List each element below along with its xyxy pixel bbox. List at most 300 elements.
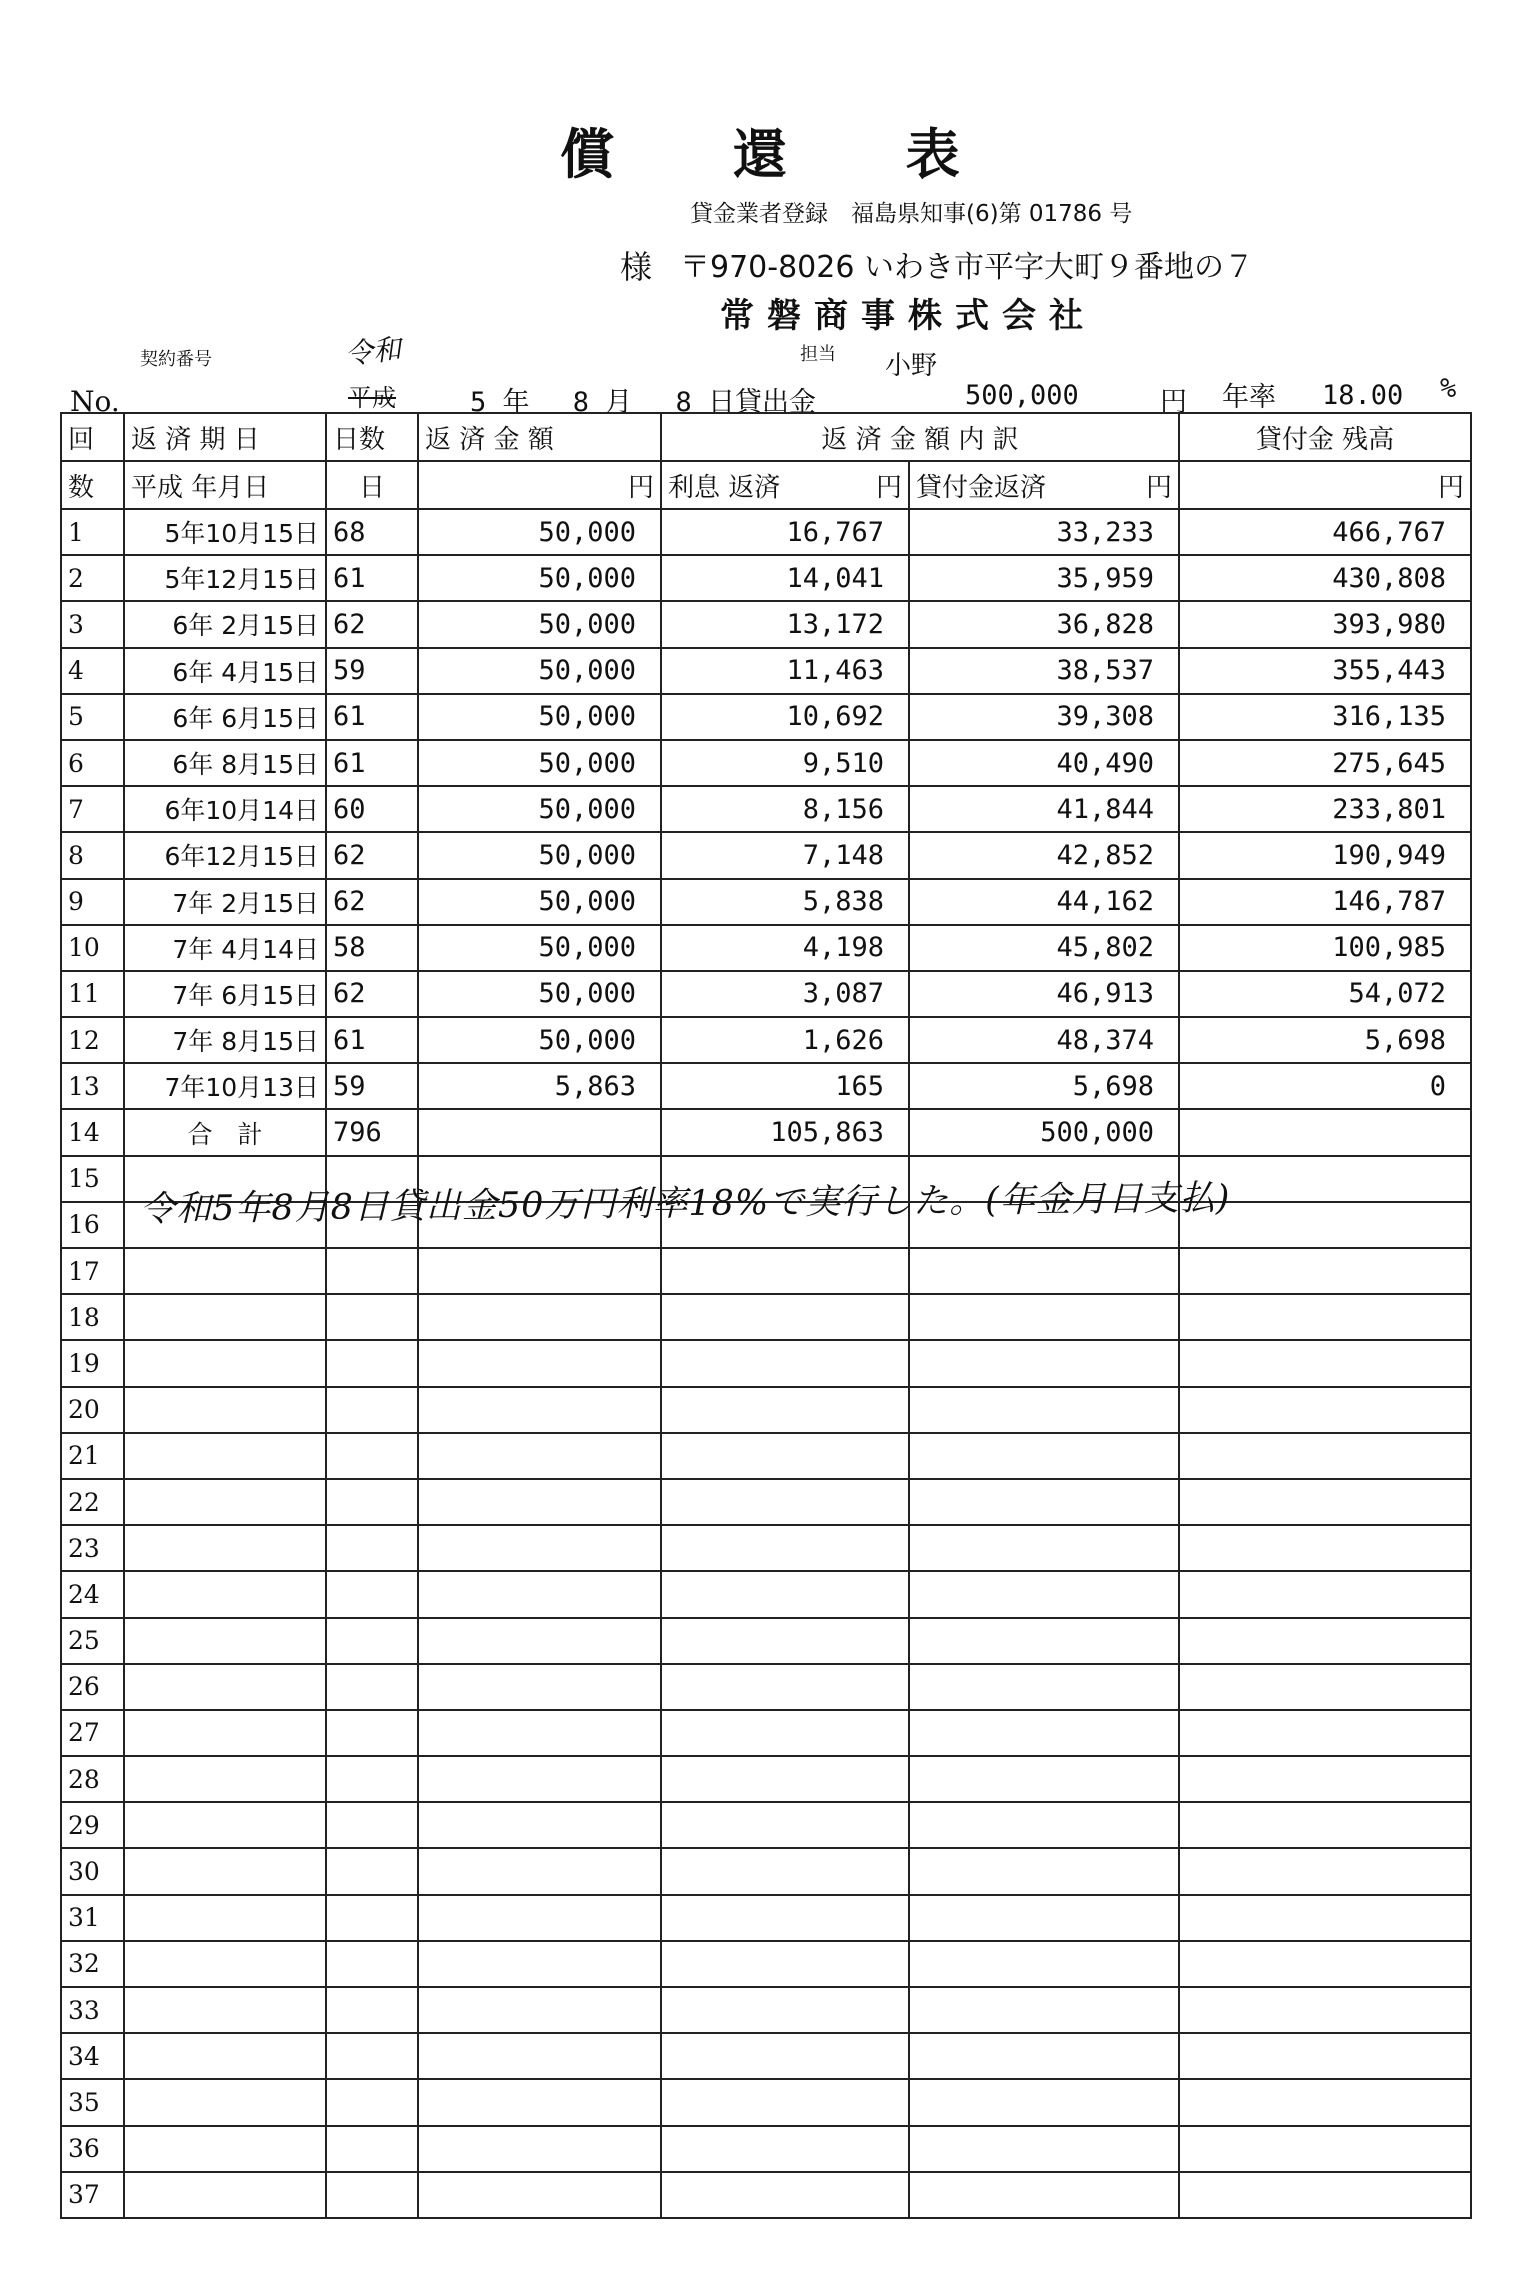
row-number: 21 bbox=[61, 1433, 124, 1479]
interest-cell bbox=[661, 1248, 909, 1294]
row-number: 15 bbox=[61, 1156, 124, 1202]
col-balance-unit-cell bbox=[1179, 461, 1471, 509]
table-row bbox=[61, 832, 1471, 878]
payment-cell bbox=[418, 1571, 661, 1617]
days-cell bbox=[326, 1756, 418, 1802]
payment-cell bbox=[418, 2079, 661, 2125]
interest-cell bbox=[661, 2172, 909, 2218]
col-principal bbox=[909, 461, 1179, 509]
balance-cell: 275,645 bbox=[1179, 740, 1471, 786]
interest-cell bbox=[661, 1479, 909, 1525]
interest-cell bbox=[661, 1941, 909, 1987]
struck-era: 平成 bbox=[348, 384, 396, 412]
payment-cell bbox=[418, 1802, 661, 1848]
principal-cell bbox=[909, 1340, 1179, 1386]
payment-cell: 50,000 bbox=[418, 555, 661, 601]
col-due-date: 返 済 期 日 bbox=[124, 413, 326, 461]
interest-cell: 5,838 bbox=[661, 879, 909, 925]
repayment-schedule-table bbox=[60, 412, 1472, 2219]
interest-cell bbox=[661, 2126, 909, 2172]
days-cell bbox=[326, 2126, 418, 2172]
payment-cell bbox=[418, 1248, 661, 1294]
row-number: 6 bbox=[61, 740, 124, 786]
col-balance: 貸付金 残高 bbox=[1179, 413, 1471, 461]
balance-cell bbox=[1179, 1571, 1471, 1617]
principal-cell: 5,698 bbox=[909, 1063, 1179, 1109]
principal-cell: 42,852 bbox=[909, 832, 1179, 878]
loan-amount-unit: 円 bbox=[1160, 387, 1187, 418]
days-cell: 61 bbox=[326, 555, 418, 601]
col-su: 数 bbox=[61, 461, 124, 509]
balance-cell: 190,949 bbox=[1179, 832, 1471, 878]
due-date-cell: 5年10月15日 bbox=[124, 509, 326, 555]
interest-cell: 14,041 bbox=[661, 555, 909, 601]
interest-cell: 105,863 bbox=[661, 1109, 909, 1155]
payment-cell: 50,000 bbox=[418, 648, 661, 694]
table-row bbox=[61, 509, 1471, 555]
table-row bbox=[61, 1063, 1471, 1109]
balance-cell: 0 bbox=[1179, 1063, 1471, 1109]
payment-unit: 円 bbox=[627, 472, 654, 503]
principal-cell bbox=[909, 1571, 1179, 1617]
balance-cell bbox=[1179, 1664, 1471, 1710]
days-cell bbox=[326, 1848, 418, 1894]
due-date-cell: 6年10月14日 bbox=[124, 786, 326, 832]
due-date-cell: 6年 6月15日 bbox=[124, 694, 326, 740]
days-cell bbox=[326, 1248, 418, 1294]
principal-cell: 500,000 bbox=[909, 1109, 1179, 1155]
interest-cell: 16,767 bbox=[661, 509, 909, 555]
due-date-cell bbox=[124, 2126, 326, 2172]
row-number: 1 bbox=[61, 509, 124, 555]
balance-cell bbox=[1179, 1387, 1471, 1433]
payment-cell: 50,000 bbox=[418, 879, 661, 925]
row-number: 23 bbox=[61, 1525, 124, 1571]
balance-cell: 466,767 bbox=[1179, 509, 1471, 555]
principal-cell bbox=[909, 1802, 1179, 1848]
row-number: 36 bbox=[61, 2126, 124, 2172]
days-cell bbox=[326, 1340, 418, 1386]
due-date-cell bbox=[124, 2172, 326, 2218]
interest-cell bbox=[661, 2079, 909, 2125]
principal-cell bbox=[909, 1895, 1179, 1941]
balance-cell bbox=[1179, 1987, 1471, 2033]
days-cell: 58 bbox=[326, 925, 418, 971]
principal-cell: 33,233 bbox=[909, 509, 1179, 555]
payment-cell bbox=[418, 1387, 661, 1433]
principal-cell: 38,537 bbox=[909, 648, 1179, 694]
interest-cell: 4,198 bbox=[661, 925, 909, 971]
balance-cell: 54,072 bbox=[1179, 971, 1471, 1017]
row-number: 14 bbox=[61, 1109, 124, 1155]
table-row bbox=[61, 971, 1471, 1017]
principal-cell: 45,802 bbox=[909, 925, 1179, 971]
payment-cell bbox=[418, 1756, 661, 1802]
due-date-cell bbox=[124, 1387, 326, 1433]
lender-registration: 貸金業者登録 福島県知事(6)第 01786 号 bbox=[690, 201, 1133, 227]
payment-cell bbox=[418, 1109, 661, 1155]
payment-cell bbox=[418, 2126, 661, 2172]
due-date-cell bbox=[124, 1433, 326, 1479]
table-row bbox=[61, 879, 1471, 925]
balance-cell bbox=[1179, 1294, 1471, 1340]
table-row bbox=[61, 1710, 1471, 1756]
table-row bbox=[61, 1017, 1471, 1063]
table-row bbox=[61, 925, 1471, 971]
table-row bbox=[61, 1479, 1471, 1525]
principal-cell bbox=[909, 1664, 1179, 1710]
days-cell: 61 bbox=[326, 740, 418, 786]
row-number: 10 bbox=[61, 925, 124, 971]
table-row bbox=[61, 1294, 1471, 1340]
table-row bbox=[61, 1525, 1471, 1571]
row-number: 25 bbox=[61, 1618, 124, 1664]
interest-cell: 3,087 bbox=[661, 971, 909, 1017]
days-cell bbox=[326, 1710, 418, 1756]
col-due-date-sub: 平成 年月日 bbox=[124, 461, 326, 509]
principal-label: 貸付金返済 bbox=[916, 472, 1047, 503]
principal-cell bbox=[909, 1848, 1179, 1894]
principal-cell bbox=[909, 2079, 1179, 2125]
principal-cell bbox=[909, 1479, 1179, 1525]
row-number: 33 bbox=[61, 1987, 124, 2033]
interest-cell bbox=[661, 1664, 909, 1710]
days-cell: 62 bbox=[326, 971, 418, 1017]
interest-cell bbox=[661, 1571, 909, 1617]
table-row bbox=[61, 1109, 1471, 1155]
due-date-cell bbox=[124, 1479, 326, 1525]
balance-cell bbox=[1179, 1895, 1471, 1941]
balance-unit: 円 bbox=[1438, 472, 1465, 503]
table-row bbox=[61, 1571, 1471, 1617]
table-row bbox=[61, 1248, 1471, 1294]
table-row bbox=[61, 694, 1471, 740]
payment-cell bbox=[418, 1848, 661, 1894]
principal-cell: 46,913 bbox=[909, 971, 1179, 1017]
payment-cell: 50,000 bbox=[418, 509, 661, 555]
interest-cell: 9,510 bbox=[661, 740, 909, 786]
staff-name: 小野 bbox=[885, 351, 938, 381]
row-number: 20 bbox=[61, 1387, 124, 1433]
row-number: 2 bbox=[61, 555, 124, 601]
interest-cell bbox=[661, 1756, 909, 1802]
interest-label: 利息 返済 bbox=[668, 472, 781, 503]
loan-amount: 500,000 bbox=[965, 380, 1079, 411]
principal-cell bbox=[909, 1525, 1179, 1571]
row-number: 32 bbox=[61, 1941, 124, 1987]
principal-cell: 40,490 bbox=[909, 740, 1179, 786]
payment-cell bbox=[418, 1710, 661, 1756]
interest-cell: 11,463 bbox=[661, 648, 909, 694]
days-cell bbox=[326, 2172, 418, 2218]
row-number: 9 bbox=[61, 879, 124, 925]
table-row bbox=[61, 555, 1471, 601]
due-date-cell bbox=[124, 1618, 326, 1664]
balance-cell bbox=[1179, 1848, 1471, 1894]
row-number: 37 bbox=[61, 2172, 124, 2218]
due-date-cell: 合 計 bbox=[124, 1109, 326, 1155]
days-cell bbox=[326, 1664, 418, 1710]
row-number: 8 bbox=[61, 832, 124, 878]
table-row bbox=[61, 1848, 1471, 1894]
due-date-cell: 6年 8月15日 bbox=[124, 740, 326, 786]
interest-cell bbox=[661, 1987, 909, 2033]
payment-cell: 50,000 bbox=[418, 601, 661, 647]
payment-cell: 5,863 bbox=[418, 1063, 661, 1109]
table-row bbox=[61, 1387, 1471, 1433]
row-number: 17 bbox=[61, 1248, 124, 1294]
rate-unit: % bbox=[1440, 373, 1457, 404]
row-number: 3 bbox=[61, 601, 124, 647]
days-cell: 62 bbox=[326, 879, 418, 925]
interest-unit: 円 bbox=[875, 472, 902, 503]
company-address: 〒970-8026 いわき市平字大町９番地の７ bbox=[680, 250, 1254, 285]
balance-cell: 146,787 bbox=[1179, 879, 1471, 925]
interest-cell: 13,172 bbox=[661, 601, 909, 647]
balance-cell bbox=[1179, 1618, 1471, 1664]
row-number: 18 bbox=[61, 1294, 124, 1340]
days-cell: 796 bbox=[326, 1109, 418, 1155]
rate-label: 年率 bbox=[1222, 382, 1276, 413]
balance-cell: 100,985 bbox=[1179, 925, 1471, 971]
due-date-cell bbox=[124, 1294, 326, 1340]
row-number: 16 bbox=[61, 1202, 124, 1248]
days-cell bbox=[326, 1571, 418, 1617]
handwritten-era: 令和 bbox=[343, 332, 403, 371]
interest-rate: 18.00 bbox=[1322, 380, 1404, 411]
payment-cell bbox=[418, 1433, 661, 1479]
days-cell: 62 bbox=[326, 832, 418, 878]
due-date-cell bbox=[124, 2033, 326, 2079]
table-row bbox=[61, 2079, 1471, 2125]
payment-cell: 50,000 bbox=[418, 925, 661, 971]
row-number: 28 bbox=[61, 1756, 124, 1802]
balance-cell bbox=[1179, 2172, 1471, 2218]
row-number: 24 bbox=[61, 1571, 124, 1617]
due-date-cell bbox=[124, 1248, 326, 1294]
interest-cell bbox=[661, 1340, 909, 1386]
due-date-cell: 7年10月13日 bbox=[124, 1063, 326, 1109]
due-date-cell bbox=[124, 2079, 326, 2125]
balance-cell bbox=[1179, 1109, 1471, 1155]
table-row bbox=[61, 1895, 1471, 1941]
payment-cell bbox=[418, 2033, 661, 2079]
payment-cell: 50,000 bbox=[418, 694, 661, 740]
row-number: 29 bbox=[61, 1802, 124, 1848]
principal-cell bbox=[909, 1618, 1179, 1664]
principal-cell: 41,844 bbox=[909, 786, 1179, 832]
row-number: 4 bbox=[61, 648, 124, 694]
interest-cell: 1,626 bbox=[661, 1017, 909, 1063]
due-date-cell bbox=[124, 1664, 326, 1710]
interest-cell: 165 bbox=[661, 1063, 909, 1109]
days-cell bbox=[326, 1433, 418, 1479]
days-cell bbox=[326, 1941, 418, 1987]
honorific-sama: 様 bbox=[620, 248, 653, 286]
table-row bbox=[61, 786, 1471, 832]
due-date-cell bbox=[124, 1895, 326, 1941]
due-date-cell: 6年12月15日 bbox=[124, 832, 326, 878]
table-row bbox=[61, 2033, 1471, 2079]
principal-cell: 48,374 bbox=[909, 1017, 1179, 1063]
balance-cell: 5,698 bbox=[1179, 1017, 1471, 1063]
balance-cell bbox=[1179, 1248, 1471, 1294]
col-payment-unit-cell bbox=[418, 461, 661, 509]
interest-cell bbox=[661, 1848, 909, 1894]
row-number: 22 bbox=[61, 1479, 124, 1525]
days-cell bbox=[326, 1479, 418, 1525]
payment-cell bbox=[418, 2172, 661, 2218]
row-number: 31 bbox=[61, 1895, 124, 1941]
payment-cell bbox=[418, 1618, 661, 1664]
header-row-2 bbox=[61, 461, 1471, 509]
principal-cell bbox=[909, 1710, 1179, 1756]
balance-cell bbox=[1179, 2126, 1471, 2172]
days-cell: 59 bbox=[326, 1063, 418, 1109]
payment-cell: 50,000 bbox=[418, 1017, 661, 1063]
table-row bbox=[61, 1802, 1471, 1848]
payment-cell bbox=[418, 1525, 661, 1571]
days-cell bbox=[326, 1895, 418, 1941]
interest-cell: 8,156 bbox=[661, 786, 909, 832]
balance-cell: 355,443 bbox=[1179, 648, 1471, 694]
payment-cell: 50,000 bbox=[418, 740, 661, 786]
days-cell bbox=[326, 1618, 418, 1664]
days-cell bbox=[326, 1387, 418, 1433]
row-number: 19 bbox=[61, 1340, 124, 1386]
row-number: 5 bbox=[61, 694, 124, 740]
interest-cell bbox=[661, 1387, 909, 1433]
due-date-cell: 5年12月15日 bbox=[124, 555, 326, 601]
due-date-cell bbox=[124, 1340, 326, 1386]
interest-cell bbox=[661, 2033, 909, 2079]
days-cell bbox=[326, 2079, 418, 2125]
due-date-cell: 7年 6月15日 bbox=[124, 971, 326, 1017]
due-date-cell bbox=[124, 1756, 326, 1802]
table-row bbox=[61, 740, 1471, 786]
principal-cell bbox=[909, 1433, 1179, 1479]
principal-unit: 円 bbox=[1146, 472, 1173, 503]
payment-cell bbox=[418, 1294, 661, 1340]
contract-number-label: 契約番号 bbox=[140, 349, 212, 370]
loan-date: 5 年 8 月 8 日貸出金 bbox=[470, 387, 817, 418]
days-cell bbox=[326, 1525, 418, 1571]
balance-cell: 316,135 bbox=[1179, 694, 1471, 740]
row-number: 34 bbox=[61, 2033, 124, 2079]
payment-cell bbox=[418, 1479, 661, 1525]
interest-cell bbox=[661, 1525, 909, 1571]
row-number: 30 bbox=[61, 1848, 124, 1894]
payment-cell: 50,000 bbox=[418, 971, 661, 1017]
principal-cell bbox=[909, 1387, 1179, 1433]
company-name: 常磐商事株式会社 bbox=[720, 296, 1096, 336]
interest-cell: 7,148 bbox=[661, 832, 909, 878]
balance-cell: 430,808 bbox=[1179, 555, 1471, 601]
days-cell: 61 bbox=[326, 694, 418, 740]
row-number: 27 bbox=[61, 1710, 124, 1756]
principal-cell: 39,308 bbox=[909, 694, 1179, 740]
table-row bbox=[61, 2126, 1471, 2172]
days-cell bbox=[326, 1987, 418, 2033]
payment-cell bbox=[418, 1895, 661, 1941]
interest-cell bbox=[661, 1802, 909, 1848]
table-row bbox=[61, 1987, 1471, 2033]
col-payment: 返 済 金 額 bbox=[418, 413, 661, 461]
no-label: No. bbox=[70, 385, 120, 418]
days-cell bbox=[326, 1294, 418, 1340]
principal-cell bbox=[909, 2033, 1179, 2079]
col-days: 日数 bbox=[326, 413, 418, 461]
due-date-cell bbox=[124, 1710, 326, 1756]
table-row bbox=[61, 1618, 1471, 1664]
principal-cell bbox=[909, 1987, 1179, 2033]
balance-cell: 393,980 bbox=[1179, 601, 1471, 647]
due-date-cell bbox=[124, 1802, 326, 1848]
table-row bbox=[61, 1340, 1471, 1386]
principal-cell bbox=[909, 2126, 1179, 2172]
col-interest bbox=[661, 461, 909, 509]
page-title: 償 還 表 bbox=[560, 122, 1010, 186]
table-row bbox=[61, 601, 1471, 647]
header-row-1 bbox=[61, 413, 1471, 461]
payment-cell bbox=[418, 1987, 661, 2033]
row-number: 26 bbox=[61, 1664, 124, 1710]
table-row bbox=[61, 1756, 1471, 1802]
col-kai: 回 bbox=[61, 413, 124, 461]
days-cell: 61 bbox=[326, 1017, 418, 1063]
balance-cell bbox=[1179, 1756, 1471, 1802]
table-row bbox=[61, 1941, 1471, 1987]
principal-cell bbox=[909, 1756, 1179, 1802]
interest-cell bbox=[661, 1618, 909, 1664]
handwritten-note: 令和5年8月8日貸出金50万円利率18%で実行した。(年金月日支払) bbox=[139, 1178, 1231, 1230]
due-date-cell: 6年 4月15日 bbox=[124, 648, 326, 694]
due-date-cell bbox=[124, 1525, 326, 1571]
row-number: 7 bbox=[61, 786, 124, 832]
balance-cell bbox=[1179, 1941, 1471, 1987]
payment-cell: 50,000 bbox=[418, 832, 661, 878]
payment-cell bbox=[418, 1941, 661, 1987]
due-date-cell: 7年 2月15日 bbox=[124, 879, 326, 925]
principal-cell: 36,828 bbox=[909, 601, 1179, 647]
due-date-cell: 6年 2月15日 bbox=[124, 601, 326, 647]
interest-cell bbox=[661, 1433, 909, 1479]
days-cell: 60 bbox=[326, 786, 418, 832]
table-row bbox=[61, 1433, 1471, 1479]
col-days-sub: 日 bbox=[326, 461, 418, 509]
interest-cell bbox=[661, 1294, 909, 1340]
balance-cell bbox=[1179, 1710, 1471, 1756]
balance-cell bbox=[1179, 1525, 1471, 1571]
days-cell: 62 bbox=[326, 601, 418, 647]
balance-cell bbox=[1179, 1802, 1471, 1848]
principal-cell bbox=[909, 2172, 1179, 2218]
principal-cell: 44,162 bbox=[909, 879, 1179, 925]
principal-cell bbox=[909, 1294, 1179, 1340]
interest-cell bbox=[661, 1895, 909, 1941]
balance-cell bbox=[1179, 1340, 1471, 1386]
balance-cell bbox=[1179, 1433, 1471, 1479]
days-cell: 68 bbox=[326, 509, 418, 555]
row-number: 12 bbox=[61, 1017, 124, 1063]
payment-cell bbox=[418, 1340, 661, 1386]
balance-cell bbox=[1179, 2079, 1471, 2125]
due-date-cell: 7年 4月14日 bbox=[124, 925, 326, 971]
balance-cell: 233,801 bbox=[1179, 786, 1471, 832]
days-cell: 59 bbox=[326, 648, 418, 694]
balance-cell bbox=[1179, 1479, 1471, 1525]
table-row bbox=[61, 648, 1471, 694]
